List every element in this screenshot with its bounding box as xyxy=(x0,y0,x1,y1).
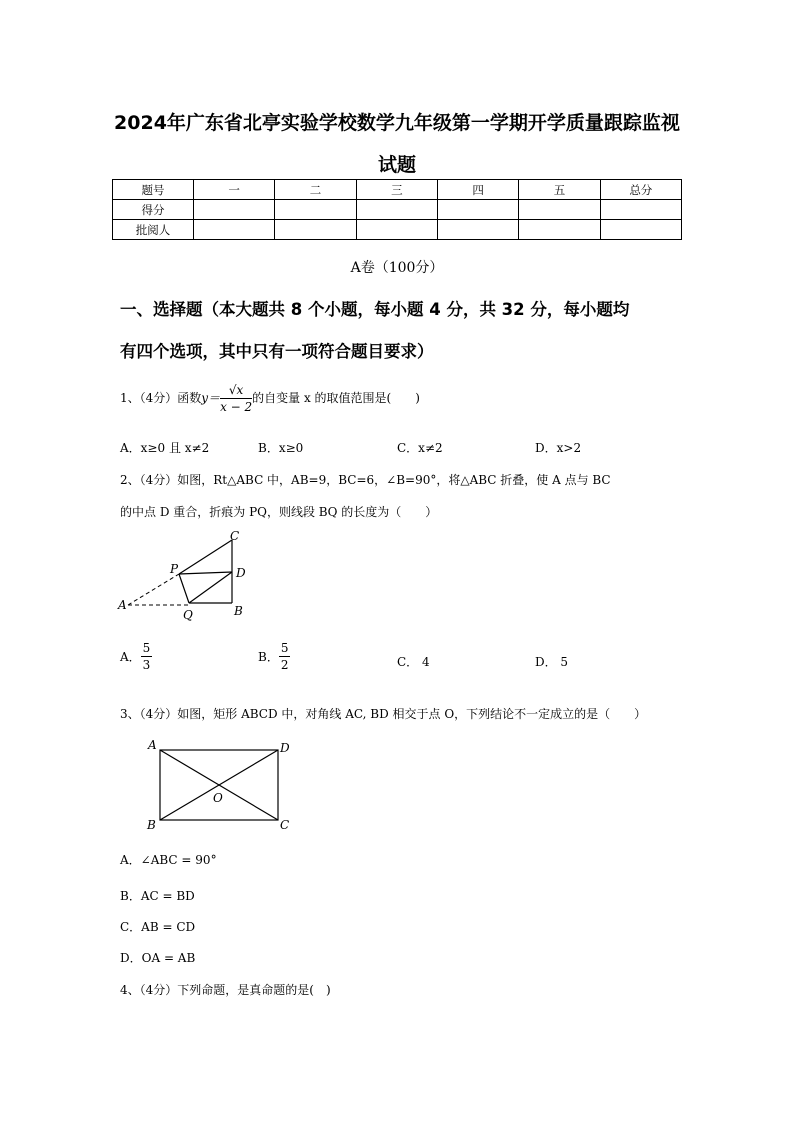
score-table-cell: 二 xyxy=(275,180,356,200)
q2-label-d: D xyxy=(236,566,246,580)
score-table-cell: 三 xyxy=(356,180,437,200)
q2-option-a-denominator: 3 xyxy=(142,658,151,672)
q2-segment-cp xyxy=(179,540,232,574)
q3-option-c[interactable]: C．AB = CD xyxy=(120,920,196,934)
question-4: 4、（4分）下列命题，是真命题的是( ) xyxy=(120,983,331,997)
score-table-cell[interactable] xyxy=(437,220,518,240)
q3-rectangle-figure xyxy=(140,734,300,834)
q2-label-a: A xyxy=(118,598,127,612)
q3-label-c: C xyxy=(280,818,290,832)
q1-numerator: √x xyxy=(220,382,252,399)
score-table-cell[interactable] xyxy=(519,200,600,220)
score-table-cell: 五 xyxy=(519,180,600,200)
score-table-cell[interactable] xyxy=(600,220,681,240)
q2-segment-pd xyxy=(179,572,232,574)
q1-option-c[interactable]: C．x≠2 xyxy=(397,441,443,455)
q2-option-b[interactable] xyxy=(258,640,290,673)
score-table-row xyxy=(113,220,682,240)
score-table-cell: 题号 xyxy=(113,180,194,200)
q3-label-o: O xyxy=(213,791,223,805)
question-3: 3、（4分）如图，矩形 ABCD 中，对角线 AC, BD 相交于点 O，下列结论不一定成立的是（ ） xyxy=(120,707,647,721)
q2-option-a-numerator: 5 xyxy=(142,641,151,655)
q2-label-q: Q xyxy=(183,608,193,622)
q1-y: y＝ xyxy=(201,391,221,405)
q1-option-d[interactable]: D．x>2 xyxy=(535,441,582,455)
q1-suffix: 的自变量 x 的取值范围是( ) xyxy=(252,391,420,405)
q2-triangle-figure xyxy=(114,528,254,628)
q1-denominator: x − 2 xyxy=(220,400,253,414)
q2-segment-qd xyxy=(189,572,232,603)
score-table-cell[interactable] xyxy=(600,200,681,220)
q3-option-d[interactable]: D．OA = AB xyxy=(120,951,196,965)
q2-label-c: C xyxy=(230,529,240,543)
section1-heading-line2: 有四个选项，其中只有一项符合题目要求） xyxy=(120,342,434,361)
q3-option-a[interactable]: A．∠ABC = 90° xyxy=(120,853,217,867)
q1-option-b[interactable]: B．x≥0 xyxy=(258,441,304,455)
score-table-row xyxy=(113,200,682,220)
q1-prefix: 1、（4分）函数 xyxy=(120,391,202,405)
section1-heading-line1: 一、选择题（本大题共 8 个小题，每小题 4 分，共 32 分，每小题均 xyxy=(120,300,630,319)
score-table-cell: 得分 xyxy=(113,200,194,220)
q2-option-c[interactable]: C． 4 xyxy=(397,655,430,669)
score-table-cell: 一 xyxy=(194,180,275,200)
q2-option-b-fraction xyxy=(279,640,291,673)
score-table-cell: 四 xyxy=(437,180,518,200)
score-table-cell[interactable] xyxy=(275,220,356,240)
score-table xyxy=(112,179,682,240)
q2-option-b-label: B． xyxy=(258,650,279,664)
q3-label-a: A xyxy=(148,738,157,752)
q2-option-a-label: A． xyxy=(120,650,141,664)
question-2-line2: 的中点 D 重合，折痕为 PQ，则线段 BQ 的长度为（ ） xyxy=(120,505,438,519)
q2-option-a[interactable] xyxy=(120,640,152,673)
q1-option-a[interactable]: A．x≥0 且 x≠2 xyxy=(120,441,210,455)
question-1 xyxy=(120,382,420,415)
q2-segment-ap-dashed xyxy=(128,574,179,605)
q3-option-b[interactable]: B．AC = BD xyxy=(120,889,195,903)
q2-option-a-fraction xyxy=(141,640,153,673)
q2-label-b: B xyxy=(234,604,243,618)
q2-option-d[interactable]: D． 5 xyxy=(535,655,569,669)
question-2-line1: 2、（4分）如图，Rt△ABC 中，AB=9，BC=6，∠B=90°，将△ABC 折叠，使 A 点与 BC xyxy=(120,473,611,487)
score-table-header-row xyxy=(113,180,682,200)
q2-option-b-denominator: 2 xyxy=(280,658,289,672)
score-table-cell[interactable] xyxy=(356,220,437,240)
score-table-cell[interactable] xyxy=(275,200,356,220)
q3-label-b: B xyxy=(147,818,156,832)
score-table-cell[interactable] xyxy=(194,200,275,220)
score-table-cell[interactable] xyxy=(519,220,600,240)
score-table-cell[interactable] xyxy=(356,200,437,220)
q2-option-b-numerator: 5 xyxy=(280,641,289,655)
q3-label-d: D xyxy=(280,741,290,755)
q1-fraction xyxy=(220,382,252,415)
exam-title-line1: 2024年广东省北亭实验学校数学九年级第一学期开学质量跟踪监视 xyxy=(114,112,680,134)
score-table-cell: 批阅人 xyxy=(113,220,194,240)
score-table-cell[interactable] xyxy=(437,200,518,220)
section-a-heading: A卷（100分） xyxy=(350,260,444,276)
score-table-cell[interactable] xyxy=(194,220,275,240)
score-table-cell: 总分 xyxy=(600,180,681,200)
q2-label-p: P xyxy=(170,562,179,576)
exam-title-line2: 试题 xyxy=(377,154,416,176)
q2-segment-pq xyxy=(179,574,189,603)
